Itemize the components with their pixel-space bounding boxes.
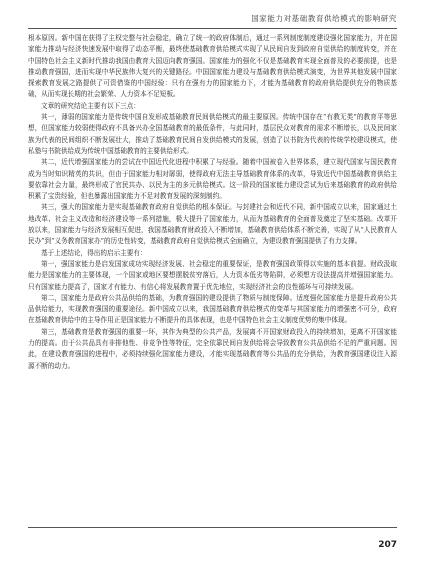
- running-header-title: 国家能力对基础教育供给模式的影响研究: [251, 14, 397, 23]
- body-paragraph: 其一，薄弱的国家能力是传统中国自发形成基础教育民间供给模式的最主要原因。传统中国存在“有教无类”的教育平等思想，但国家能力较弱使得政府不具备兴办全国基础教育的最低条件，与此同时，基层民众对教育的需求不断增长，以及民间家族为代表的民间组织不断发展壮大，推动了基础教育民间自发供给模式的发展，创造了以书院为代表的传统学校建设模式，使私塾与书院供给成为传统中国基础教育的主要供给形式。: [28, 113, 397, 155]
- body-paragraph: 第一，强国家能力是启发国家成功实现经济发展、社会稳定的重要保证，是教育强国政策得以实施的基本前提。财政汲取能力是国家能力的主要体现，一个国家或地区要想摆脱贫穷落后，人力资本低劣等陷阱，必须想方设法提高并增强国家能力。只有国家能力提高了，国家才有能力、有信心将发展教育置于优先地位，实现经济社会的良性循环与可持续发展。: [28, 259, 397, 291]
- body-paragraph: 其三，强大的国家能力是实现基础教育政府自觉供给的根本保证。与封建社会和近代不同，新中国成立以来，国家通过土地改革、社会主义改造和经济建设等一系列措施，极大提升了国家能力，从而为基础教育的全面普及奠定了坚实基础。改革开放以来，国家能力与经济发展相互促进，我国基础教育财政投入不断增加，基础教育供给体系不断完善，实现了从“人民教育人民办”到“义务教育国家办”的历史性转变，基础教育政府自觉供给模式全面确立，为建设教育强国提供了有力支撑。: [28, 203, 397, 246]
- body-paragraph: 其二，近代增强国家能力的尝试在中国近代化进程中积累了与经验。随着中国被卷入世界体系，建立现代国家与国民教育成为当时知识精英的共识，但由于国家能力相对孱弱，使得政府无法主导基础教育体系的改革，导致近代中国基础教育供给主要依靠社会力量，最终形成了官民共办、以民为主的多元供给模式。这一阶段的国家能力建设尝试为后来基础教育的政府供给积累了宝贵经验，但也暴露出国家能力不足对教育发展的深刻制约。: [28, 158, 397, 201]
- body-paragraph: 第二，国家能力是政府公共品供给的基础，为教育强国的建设提供了物质与制度保障。适度强化国家能力是提升政府公共品供给能力，实现教育强国的重要途径。新中国成立以来，我国基础教育供给模式的变革与其国家能力的增强密不可分，政府在基础教育供给中的主导作用正是国家能力不断提升的具体表现，也是中国特色社会主义制度优势的集中体现。: [28, 293, 397, 325]
- body-paragraph: 基于上述结论，得出的启示主要有：: [41, 248, 147, 257]
- running-header: [28, 10, 397, 29]
- body-paragraph: 根本原因。新中国在获得了主权完整与社会稳定，确立了统一的政府体制后，通过一系列制度制度建设强化国家能力，并在国家能力推动与经济快速发展中取得了动态平衡，最终使基础教育供给模式实现了从民间自发到政府自觉供给的制度转变，并在中国特色社会主义新时代推动我国由教育大国迈向教育强国。国家能力的强化不仅是基础教育实现全面普及的必要前提，也是推动教育强国，进而实现中华民族伟大复兴的关键路径。中国国家能力建设与基础教育供给模式演变，为世界其他发展中国家探索教育发展之路提供了可资借鉴的中国经验：只有在强有力的国家能力下，才能为基础教育的政府供给提供充分的物质基础，从而实现长期的社会繁荣、人力资本不足短板。: [28, 34, 397, 99]
- footer-divider: [28, 527, 397, 528]
- body-paragraph: 第三，基础教育是教育强国的重要一环，其作为典型的公共产品，发展离不开国家财政投入的持续增加，更离不开国家能力的提高。由于公共品具有非排他性、非竞争性等特征，完全依靠民间自发供给将会导致教育公共品供给不足的严重问题。因此，在建设教育强国的进程中，必须持续强化国家能力建设，才能实现基础教育等公共品的充分供给，为教育强国建设注入源源不断的动力。: [28, 327, 397, 370]
- page-number: 207: [378, 540, 397, 550]
- body-paragraph: 文章的研究结论主要有以下三点：: [41, 101, 140, 110]
- article-body: [28, 33, 397, 372]
